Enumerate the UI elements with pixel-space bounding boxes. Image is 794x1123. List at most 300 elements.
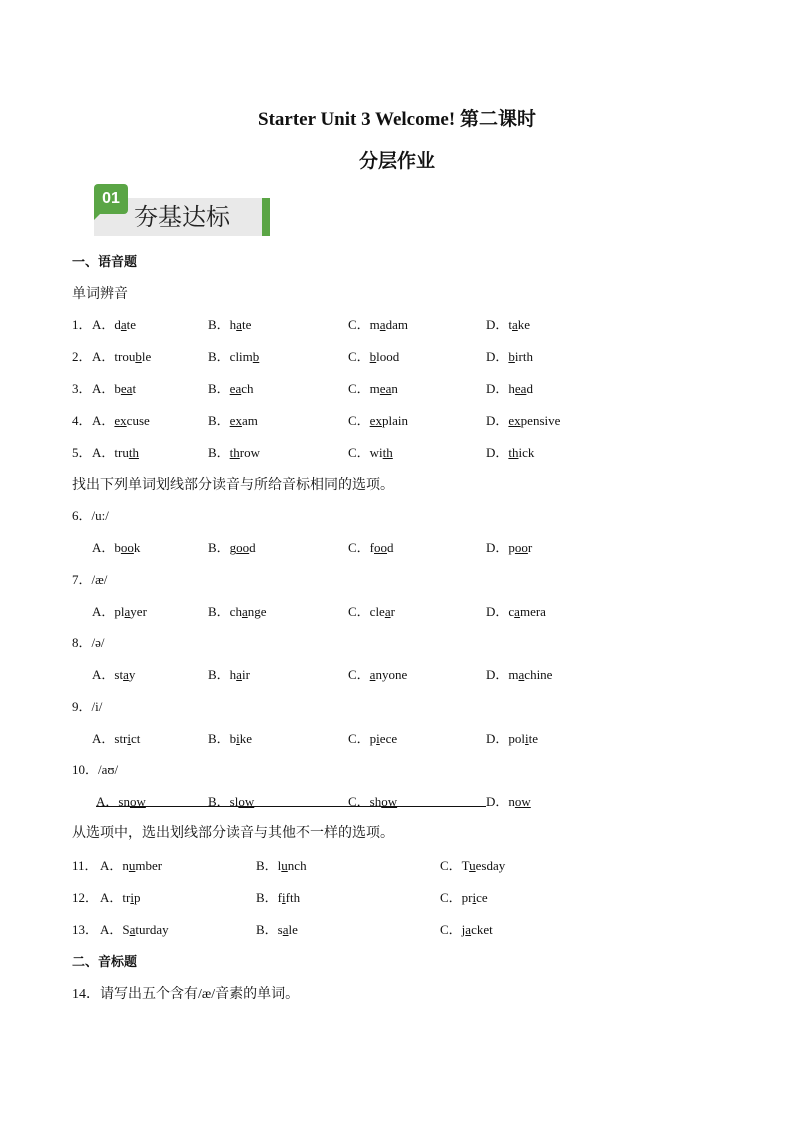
word-part: te xyxy=(126,317,137,332)
option-word xyxy=(370,349,400,364)
word-part: f xyxy=(369,540,375,555)
underlined-part: ex xyxy=(229,413,242,428)
underlined-part: a xyxy=(514,603,520,619)
word-part: clim xyxy=(229,349,253,364)
badge-number: 01 xyxy=(94,184,128,214)
option-b xyxy=(208,791,348,807)
question-14: 14．请写出五个含有/æ/音素的单词。 xyxy=(72,987,300,1002)
option-a xyxy=(100,887,140,906)
option-c xyxy=(440,887,488,906)
option-c xyxy=(348,346,399,365)
option-label: C． xyxy=(440,858,462,873)
word-part: m xyxy=(508,667,519,682)
option-label: C． xyxy=(348,413,370,428)
option-word xyxy=(114,413,149,428)
word-part: n xyxy=(508,794,515,809)
underlined-part: oo xyxy=(374,540,388,555)
option-b xyxy=(256,919,298,938)
option-word xyxy=(114,445,139,460)
option-word xyxy=(122,858,162,873)
underlined-part: ea xyxy=(229,381,242,396)
question-row xyxy=(72,346,772,366)
option-label: B． xyxy=(208,445,230,460)
section-heading-phonetics: 一、语音题 xyxy=(72,254,138,269)
word-part: lood xyxy=(376,349,400,364)
option-label: B． xyxy=(208,540,230,555)
word-part: te xyxy=(528,730,539,746)
option-label: A． xyxy=(96,794,119,809)
question-number: 4． xyxy=(72,413,92,428)
word-part: m xyxy=(369,317,380,332)
option-word xyxy=(508,794,530,809)
section-heading-phonetic-symbols: 二、音标题 xyxy=(72,954,138,969)
option-label: C． xyxy=(348,794,370,809)
word-part: m xyxy=(369,381,380,396)
option-word xyxy=(122,922,168,937)
option-word xyxy=(508,317,530,332)
option-b xyxy=(256,855,307,874)
word-part: t xyxy=(508,317,513,332)
underlined-part: th xyxy=(229,445,240,460)
option-word xyxy=(114,349,151,364)
underlined-part: b xyxy=(252,349,260,364)
word-part: p xyxy=(369,730,377,746)
option-label: B． xyxy=(256,858,278,873)
option-b xyxy=(208,346,259,365)
word-part: r xyxy=(527,540,533,555)
underlined-part: th xyxy=(382,445,393,460)
option-word xyxy=(114,317,136,332)
question-row xyxy=(72,410,772,430)
word-part: S xyxy=(122,922,130,937)
question-number: 2． xyxy=(72,349,92,364)
option-word xyxy=(370,794,397,809)
page-title: Starter Unit 3 Welcome! 第二课时 xyxy=(258,109,536,130)
underlined-part: a xyxy=(465,922,472,937)
option-b xyxy=(208,378,254,397)
underlined-part: a xyxy=(282,922,289,937)
underlined-part: a xyxy=(518,667,525,682)
option-word xyxy=(508,381,533,396)
option-label: D． xyxy=(486,349,509,364)
option-word xyxy=(278,922,298,937)
word-part: ke xyxy=(517,317,531,332)
option-word xyxy=(370,445,393,460)
option-label: B． xyxy=(208,603,230,619)
option-c xyxy=(348,378,398,397)
option-label: D． xyxy=(486,794,509,809)
question-options xyxy=(72,728,772,748)
question-options xyxy=(72,791,772,811)
underlined-part: b xyxy=(508,349,515,364)
word-part: T xyxy=(461,858,470,873)
option-word xyxy=(230,413,258,428)
option-word xyxy=(230,667,250,682)
option-d xyxy=(486,442,534,461)
word-part: p xyxy=(508,540,515,555)
question-number: 1． xyxy=(72,317,92,332)
option-b xyxy=(256,887,300,906)
word-part: ce xyxy=(476,890,488,905)
word-part: fth xyxy=(285,890,301,905)
question-row xyxy=(72,855,772,875)
word-part: trou xyxy=(114,349,136,364)
underlined-part: a xyxy=(379,317,386,332)
option-label: B． xyxy=(208,381,230,396)
option-c xyxy=(348,537,394,556)
word-part: b xyxy=(114,381,121,396)
option-word xyxy=(508,604,546,619)
option-label: D． xyxy=(486,667,509,682)
question-row xyxy=(72,314,772,334)
option-word xyxy=(508,413,560,428)
word-part: l xyxy=(277,858,282,873)
underlined-part: i xyxy=(130,890,134,905)
word-part: ct xyxy=(131,730,141,746)
underlined-part: i xyxy=(472,890,477,905)
question-number: 11． xyxy=(72,858,98,873)
option-word xyxy=(114,667,135,682)
word-part: h xyxy=(229,667,237,682)
word-part: cuse xyxy=(126,413,150,428)
underlined-part: ea xyxy=(514,381,527,396)
option-label: C． xyxy=(348,349,370,364)
question-number: 9．/i/ xyxy=(72,698,103,714)
option-d xyxy=(486,728,538,747)
word-part: h xyxy=(229,317,237,332)
option-word xyxy=(278,890,300,905)
option-word xyxy=(230,604,267,619)
word-part: pr xyxy=(461,890,473,905)
underlined-part: u xyxy=(281,858,288,873)
option-d xyxy=(486,410,560,429)
question-options xyxy=(72,601,772,621)
option-label: C． xyxy=(348,540,370,555)
option-word xyxy=(370,381,398,396)
word-part: nch xyxy=(287,858,307,873)
option-word xyxy=(462,890,488,905)
option-a xyxy=(96,791,208,807)
option-label: C． xyxy=(348,667,370,682)
instruction-match-phoneme: 找出下列单词划线部分读音与所给音标相同的选项。 xyxy=(72,478,394,493)
option-d xyxy=(486,601,546,620)
word-part: f xyxy=(277,890,283,905)
word-part: irth xyxy=(514,349,533,364)
option-d xyxy=(486,791,531,810)
question-number: 6．/u:/ xyxy=(72,508,109,523)
page-subtitle: 分层作业 xyxy=(358,151,435,172)
option-label: C． xyxy=(348,445,370,460)
option-label: D． xyxy=(486,445,509,460)
underlined-part: a xyxy=(129,922,136,937)
word-part: ick xyxy=(518,445,535,460)
word-part: pol xyxy=(508,730,526,746)
option-label: A． xyxy=(92,381,115,396)
word-part: n xyxy=(391,381,398,396)
option-word xyxy=(114,604,147,619)
option-c xyxy=(348,410,408,429)
question-number: 7．/æ/ xyxy=(72,571,108,587)
option-a xyxy=(92,664,135,683)
underlined-part: i xyxy=(525,730,529,746)
option-c xyxy=(348,442,393,461)
option-c xyxy=(348,314,408,333)
word-part: pensive xyxy=(520,413,561,428)
word-part: ece xyxy=(379,730,398,746)
word-part: cket xyxy=(471,922,493,937)
option-word xyxy=(230,731,252,746)
instruction-word-discrimination: 单词辨音 xyxy=(72,287,128,302)
word-part: j xyxy=(461,922,466,937)
underlined-part: a xyxy=(236,667,242,682)
section-badge xyxy=(86,184,272,238)
question-options xyxy=(72,664,772,684)
underlined-part: ex xyxy=(114,413,127,428)
option-word xyxy=(118,794,145,809)
word-part: yer xyxy=(130,603,147,619)
option-b xyxy=(208,728,252,747)
underlined-part: oo xyxy=(236,540,250,555)
option-word xyxy=(462,922,493,937)
option-a xyxy=(92,442,139,461)
word-part: sn xyxy=(118,794,130,809)
word-part: sh xyxy=(369,794,382,809)
underlined-part: i xyxy=(236,730,240,746)
option-a xyxy=(100,919,169,938)
option-a xyxy=(92,378,136,397)
option-label: D． xyxy=(486,413,509,428)
word-part: ke xyxy=(239,730,253,746)
underlined-part: a xyxy=(123,667,129,682)
option-label: B． xyxy=(208,730,230,746)
word-part: cle xyxy=(369,603,385,619)
underlined-part: ow xyxy=(238,794,255,809)
word-part: b xyxy=(229,730,237,746)
option-label: C． xyxy=(348,730,370,746)
option-d xyxy=(486,378,533,397)
word-part: h xyxy=(508,381,515,396)
option-b xyxy=(208,314,251,333)
option-word xyxy=(278,858,307,873)
underlined-part: th xyxy=(128,445,139,460)
option-a xyxy=(92,314,136,333)
option-word xyxy=(370,667,408,682)
option-c xyxy=(440,919,493,938)
option-label: A． xyxy=(100,858,123,873)
instruction-odd-one-out: 从选项中，选出划线部分读音与其他不一样的选项。 xyxy=(72,826,394,841)
word-part: k xyxy=(133,540,141,555)
option-label: A． xyxy=(100,922,123,937)
option-b xyxy=(208,442,260,461)
option-word xyxy=(230,381,254,396)
option-word xyxy=(122,890,140,905)
option-b xyxy=(208,537,256,556)
option-label: A． xyxy=(92,445,115,460)
word-part: g xyxy=(229,540,237,555)
option-a xyxy=(92,410,150,429)
option-word xyxy=(370,540,394,555)
option-d xyxy=(486,346,533,365)
option-label: A． xyxy=(92,603,115,619)
option-label: A． xyxy=(100,890,123,905)
word-part: chine xyxy=(524,667,553,682)
option-a xyxy=(92,346,151,365)
option-label: D． xyxy=(486,603,509,619)
word-part: esday xyxy=(475,858,506,873)
question-number: 13． xyxy=(72,922,99,937)
underlined-part: a xyxy=(369,667,376,682)
option-word xyxy=(370,413,408,428)
word-part: st xyxy=(114,667,124,682)
question-number: 8．/ə/ xyxy=(72,635,105,650)
option-c xyxy=(348,791,486,807)
option-label: A． xyxy=(92,349,115,364)
underlined-part: a xyxy=(241,603,248,619)
option-label: C． xyxy=(348,603,370,619)
word-part: ir xyxy=(241,667,250,682)
underlined-part: oo xyxy=(120,540,134,555)
word-part: t xyxy=(132,381,137,396)
underlined-part: b xyxy=(135,349,142,364)
word-part: nyone xyxy=(375,667,408,682)
word-part: str xyxy=(114,730,128,746)
option-word xyxy=(230,794,255,809)
word-part: mera xyxy=(519,603,546,619)
underlined-part: ea xyxy=(379,381,392,396)
underlined-part: a xyxy=(384,603,391,619)
question-row xyxy=(72,378,772,398)
option-word xyxy=(230,317,252,332)
word-part: c xyxy=(508,603,515,619)
option-label: A． xyxy=(92,540,115,555)
word-part: am xyxy=(241,413,258,428)
underlined-part: ow xyxy=(514,794,531,809)
option-label: B． xyxy=(256,922,278,937)
underlined-part: oo xyxy=(514,540,528,555)
word-part: d xyxy=(249,540,256,555)
word-part: n xyxy=(122,858,129,873)
option-word xyxy=(508,731,538,746)
option-label: D． xyxy=(486,540,509,555)
option-label: D． xyxy=(486,381,509,396)
option-label: C． xyxy=(348,317,370,332)
option-label: B． xyxy=(208,413,230,428)
word-part: turday xyxy=(135,922,169,937)
option-label: B． xyxy=(256,890,278,905)
word-part: ch xyxy=(229,603,242,619)
underlined-part: ea xyxy=(120,381,133,396)
option-word xyxy=(114,540,140,555)
option-c xyxy=(348,728,397,747)
underlined-part: a xyxy=(512,317,518,332)
underlined-part: i xyxy=(282,890,286,905)
word-part: d xyxy=(387,540,394,555)
word-part: dam xyxy=(385,317,408,332)
word-part: nge xyxy=(247,603,267,619)
word-part: pl xyxy=(114,603,125,619)
word-part: d xyxy=(114,317,121,332)
option-label: C． xyxy=(348,381,370,396)
question-number: 5． xyxy=(72,445,92,460)
question-options xyxy=(72,537,772,557)
option-word xyxy=(230,540,256,555)
option-label: B． xyxy=(208,794,230,809)
word-part: ch xyxy=(241,381,254,396)
option-word xyxy=(508,445,534,460)
option-word xyxy=(230,445,260,460)
underlined-part: a xyxy=(236,317,242,332)
option-a xyxy=(92,728,140,747)
underlined-part: u xyxy=(469,858,476,873)
option-word xyxy=(114,731,140,746)
underlined-part: b xyxy=(369,349,377,364)
option-label: A． xyxy=(92,413,115,428)
option-c xyxy=(348,664,407,683)
word-part: tru xyxy=(114,445,129,460)
option-b xyxy=(208,410,258,429)
option-label: B． xyxy=(208,349,230,364)
underlined-part: ow xyxy=(381,794,398,809)
option-word xyxy=(370,317,408,332)
word-part: d xyxy=(526,381,533,396)
badge-text: 夯基达标 xyxy=(134,203,230,231)
option-c xyxy=(348,601,395,620)
question-row xyxy=(72,887,772,907)
option-a xyxy=(92,537,140,556)
option-d xyxy=(486,664,552,683)
option-word xyxy=(114,381,136,396)
word-part: s xyxy=(277,922,283,937)
underlined-part: i xyxy=(127,730,132,746)
question-row xyxy=(72,919,772,939)
option-word xyxy=(230,349,260,364)
word-part: r xyxy=(390,603,395,619)
word-part: tr xyxy=(122,890,131,905)
option-word xyxy=(370,604,395,619)
option-word xyxy=(508,349,533,364)
word-part: plain xyxy=(381,413,408,428)
option-a xyxy=(100,855,162,874)
underlined-part: th xyxy=(508,445,519,460)
underlined-part: i xyxy=(376,730,380,746)
word-part: mber xyxy=(135,858,163,873)
option-word xyxy=(462,858,506,873)
option-label: B． xyxy=(208,317,230,332)
underlined-part: a xyxy=(124,603,131,619)
option-b xyxy=(208,664,250,683)
option-word xyxy=(508,540,532,555)
option-c xyxy=(440,855,505,874)
badge-accent-bar xyxy=(262,198,270,236)
option-word xyxy=(508,667,552,682)
underlined-part: a xyxy=(120,317,127,332)
option-label: B． xyxy=(208,667,230,682)
word-part: wi xyxy=(369,445,383,460)
underlined-part: ex xyxy=(508,413,521,428)
question-number: 12． xyxy=(72,890,99,905)
word-part: b xyxy=(114,540,121,555)
word-part: p xyxy=(133,890,141,905)
word-part: te xyxy=(241,317,252,332)
option-label: A． xyxy=(92,317,115,332)
option-a xyxy=(92,601,147,620)
word-part: le xyxy=(141,349,152,364)
question-number: 10．/aʊ/ xyxy=(72,762,119,777)
option-label: A． xyxy=(92,667,115,682)
word-part: le xyxy=(288,922,298,937)
option-label: C． xyxy=(440,922,462,937)
option-word xyxy=(370,731,397,746)
